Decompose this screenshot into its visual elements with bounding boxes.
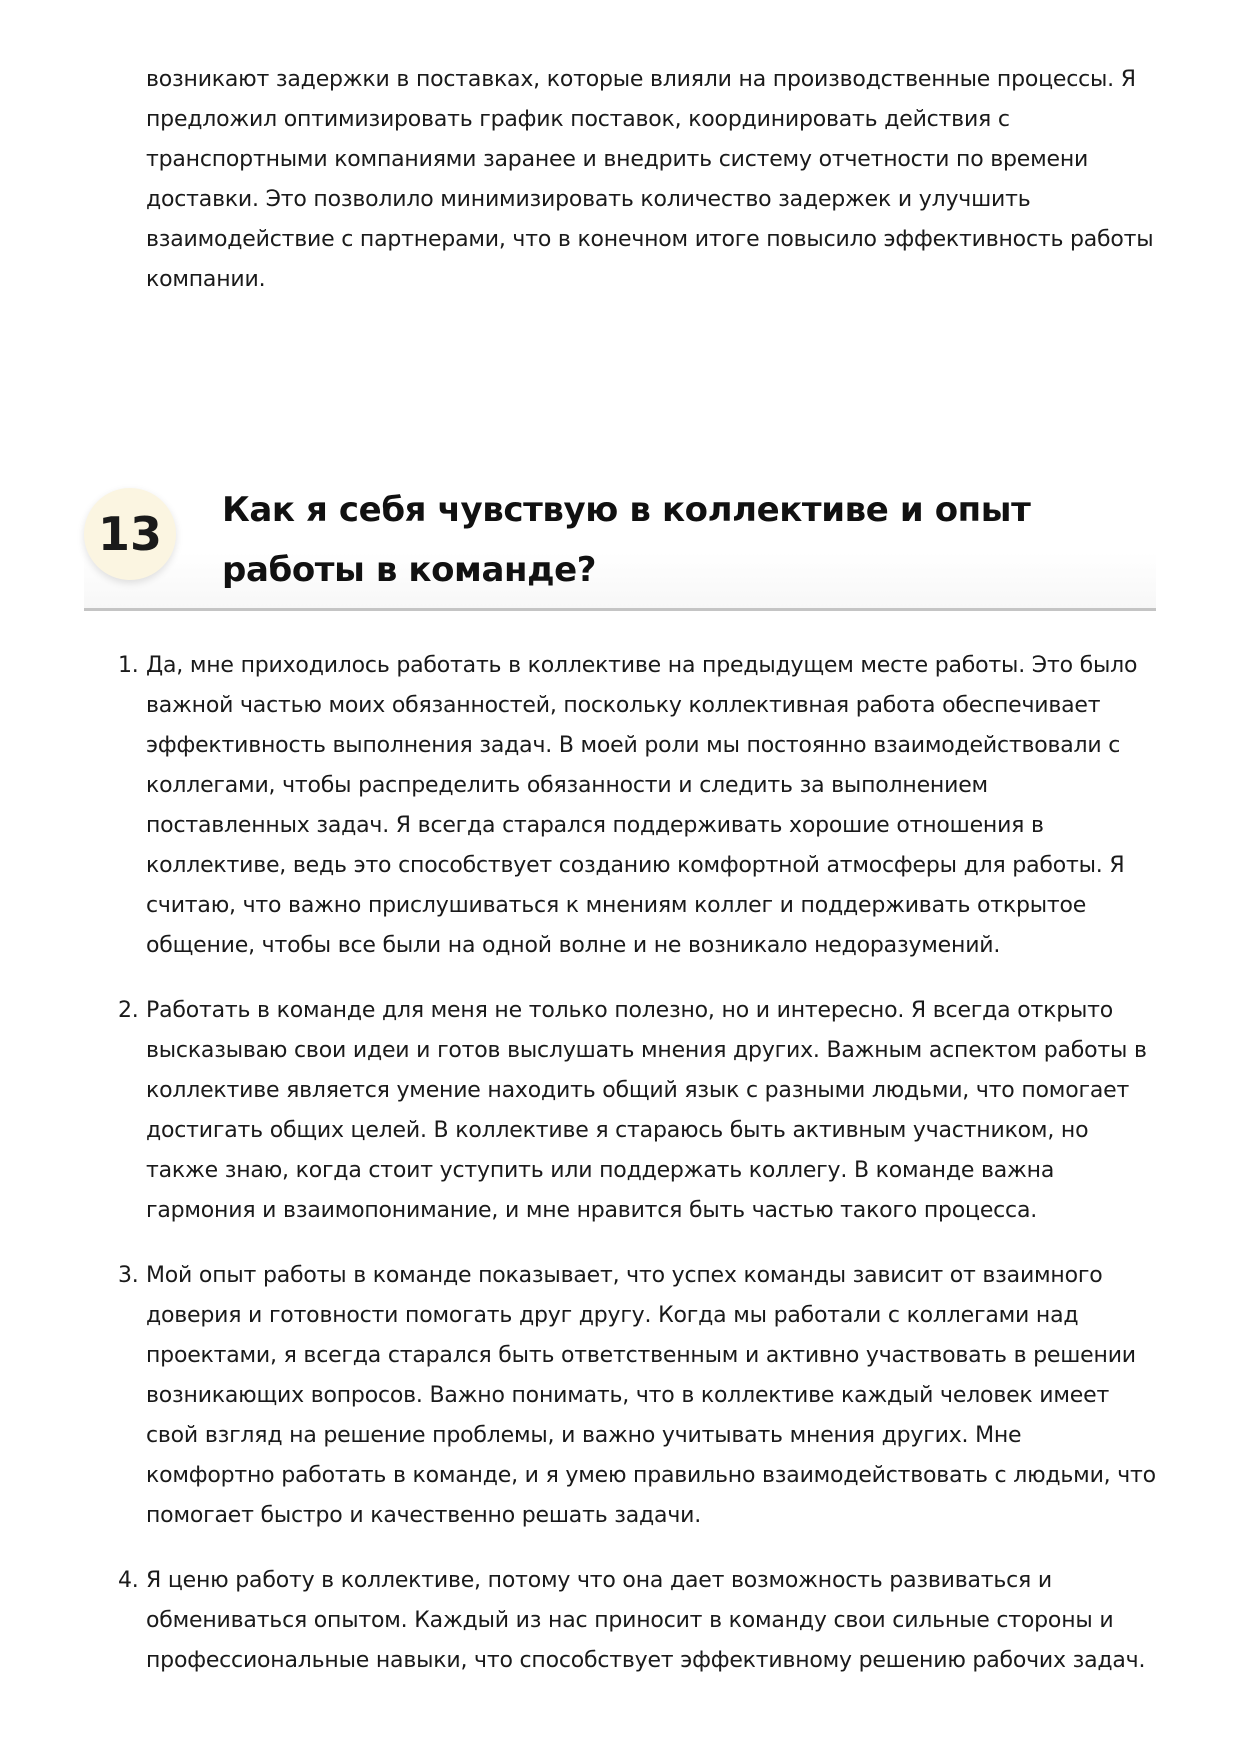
answer-text: Мой опыт работы в команде показывает, что успех команды зависит от взаимного доверия и готовности помогать друг другу. Когда мы работали с коллегами над проектами, я всегда старался быть ответственным и активно участвовать в решении возникающих вопросов. Важно понимать, что в коллективе каждый человек имеет свой взгляд на решение проблемы, и важно учитывать мнения других. Мне комфортно работать в команде, и я умею правильно взаимодействовать с людьми, что помогает быстро и качественно решать задачи. xyxy=(146,1263,1156,1528)
answer-number: 2. xyxy=(118,998,139,1023)
answer-number: 1. xyxy=(118,653,139,678)
answer-item-2 xyxy=(118,991,1156,1231)
answer-text: Работать в команде для меня не только полезно, но и интересно. Я всегда открыто высказываю свои идеи и готов выслушать мнения других. Важным аспектом работы в коллективе является умение находить общий язык с разными людьми, что помогает достигать общих целей. В коллективе я стараюсь быть активным участником, но также знаю, когда стоит уступить или поддержать коллегу. В команде важна гармония и взаимопонимание, и мне нравится быть частью такого процесса. xyxy=(146,998,1147,1223)
intro-paragraph: возникают задержки в поставках, которые влияли на производственные процессы. Я предложил оптимизировать график поставок, координировать действия с транспортными компаниями заранее и внедрить систему отчетности по времени доставки. Это позволило минимизировать количество задержек и улучшить взаимодействие с партнерами, что в конечном итоге повысило эффективность работы компании. xyxy=(146,67,1154,292)
section-header xyxy=(84,470,1156,611)
answer-number: 4. xyxy=(118,1568,139,1593)
answer-item-4 xyxy=(118,1561,1156,1681)
answer-item-1 xyxy=(118,646,1156,966)
section-title: Как я себя чувствую в коллективе и опыт работы в команде? xyxy=(222,490,1031,590)
answers-list xyxy=(118,646,1156,1706)
answer-text: Я ценю работу в коллективе, потому что она дает возможность развиваться и обмениваться опытом. Каждый из нас приносит в команду свои сильные стороны и профессиональные навыки, что способствует эффективному решению рабочих задач. xyxy=(146,1568,1146,1673)
answer-number: 3. xyxy=(118,1263,139,1288)
section-number-badge: 13 xyxy=(84,488,176,580)
answer-text: Да, мне приходилось работать в коллективе на предыдущем месте работы. Это было важной частью моих обязанностей, поскольку коллективная работа обеспечивает эффективность выполнения задач. В моей роли мы постоянно взаимодействовали с коллегами, чтобы распределить обязанности и следить за выполнением поставленных задач. Я всегда старался поддерживать хорошие отношения в коллективе, ведь это способствует созданию комфортной атмосферы для работы. Я считаю, что важно прислушиваться к мнениям коллег и поддерживать открытое общение, чтобы все были на одной волне и не возникало недоразумений. xyxy=(146,653,1138,958)
answer-item-3 xyxy=(118,1256,1156,1536)
